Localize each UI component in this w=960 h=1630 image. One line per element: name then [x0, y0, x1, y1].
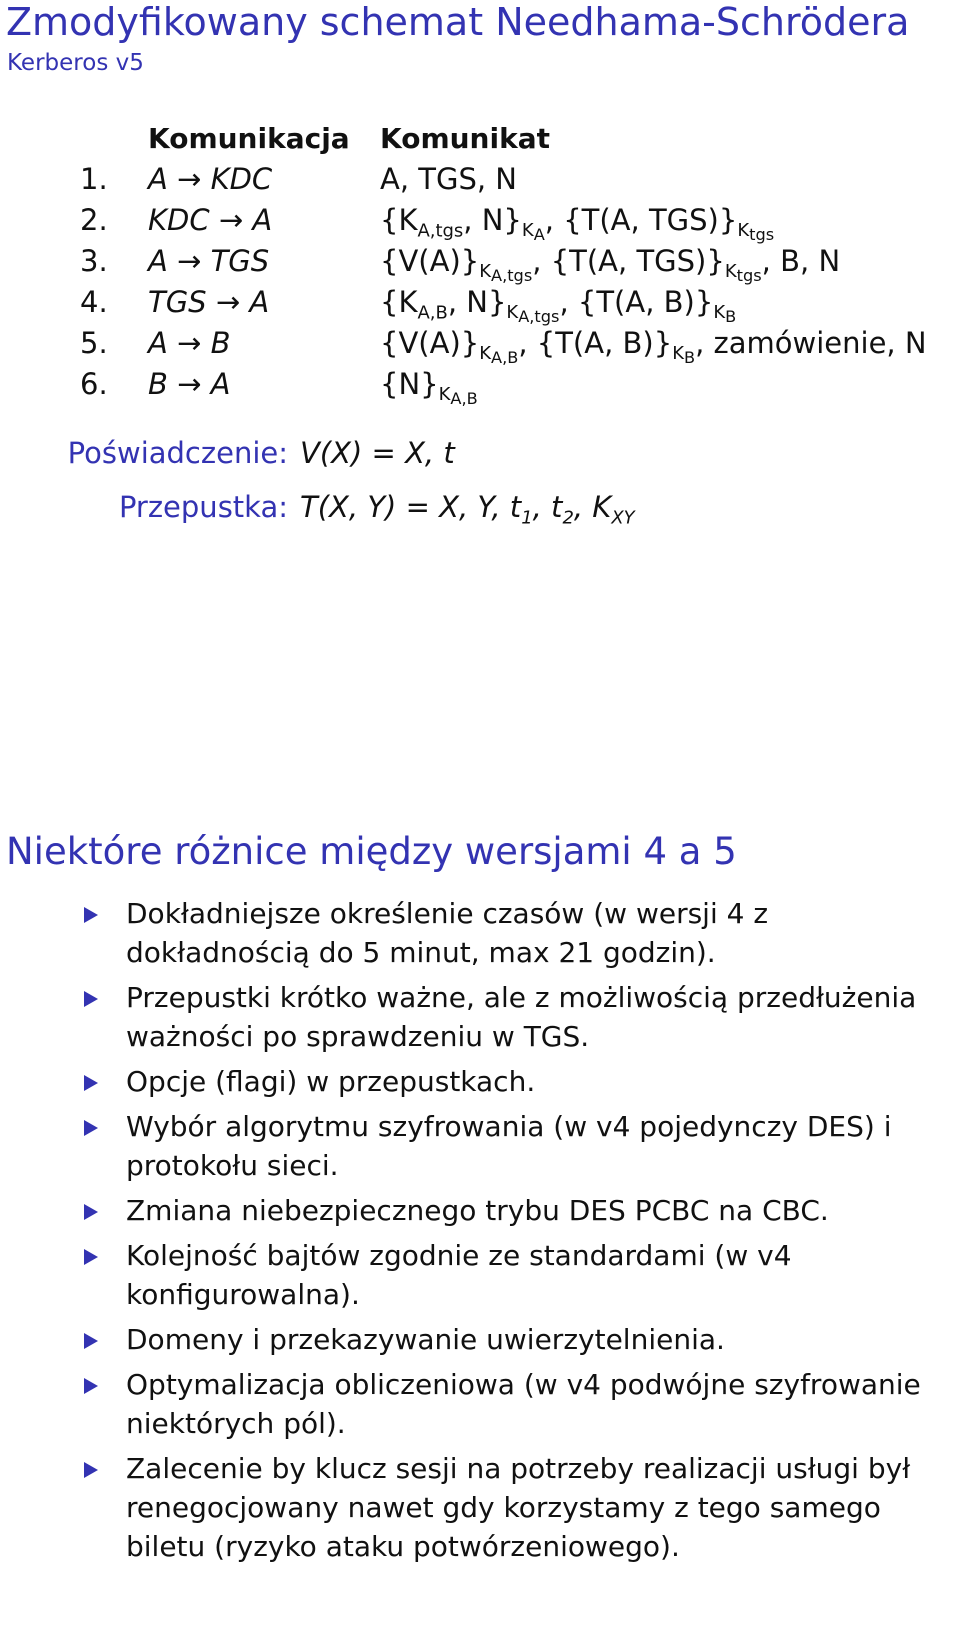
row-communication: B → A — [148, 367, 231, 401]
triangle-bullet-icon — [84, 1120, 98, 1136]
list-item — [80, 1236, 921, 1314]
triangle-bullet-icon — [84, 991, 98, 1007]
list-item — [80, 1107, 921, 1185]
row-communication: KDC → A — [148, 203, 273, 237]
row-communication: TGS → A — [148, 285, 270, 319]
row-number: 5. — [80, 326, 108, 360]
list-item-line: Domeny i przekazywanie uwierzytelnienia. — [126, 1323, 725, 1356]
header-communication: Komunikacja — [148, 122, 350, 155]
triangle-bullet-icon — [84, 1204, 98, 1220]
list-item-line: ważności po sprawdzeniu w TGS. — [126, 1020, 590, 1053]
slide-title: Zmodyfikowany schemat Needhama-Schrödera — [6, 0, 910, 44]
list-item-line: Zmiana niebezpiecznego trybu DES PCBC na CBC. — [126, 1194, 829, 1227]
list-item-line: Optymalizacja obliczeniowa (w v4 podwójne szyfrowanie — [126, 1368, 921, 1401]
row-message: $\{N\}_{K_{A,B}}$ — [380, 367, 478, 409]
list-item-line: biletu (ryzyko ataku potwórzeniowego). — [126, 1530, 680, 1563]
row-message: {$K_{A,B}$, $N\}_{K_{A,tgs}}$, {T(A, $B)\}_{K_B}$ — [380, 285, 737, 327]
list-item-line: konfigurowalna). — [126, 1278, 360, 1311]
row-number: 1. — [80, 162, 108, 196]
triangle-bullet-icon — [84, 1378, 98, 1394]
definition-credential — [0, 432, 960, 486]
row-communication: A → KDC — [148, 162, 273, 196]
row-message: $\{V(A)\}_{K_{A,B}}$, {T(A, $B)\}_{K_B}$, zamówienie, N — [380, 326, 927, 368]
definitions-block — [0, 432, 960, 540]
row-number: 2. — [80, 203, 108, 237]
row-message: {$K_{A,tgs}$, $N\}_{K_A}$, {T(A, $TGS)\}_{K_{tgs}}$ — [380, 203, 775, 245]
definition-ticket — [0, 486, 960, 540]
list-item — [80, 1062, 921, 1101]
list-item — [80, 1449, 921, 1566]
header-message: Komunikat — [380, 122, 550, 155]
list-item — [80, 1191, 921, 1230]
list-item — [80, 1320, 921, 1359]
list-item — [80, 1365, 921, 1443]
row-number: 6. — [80, 367, 108, 401]
slide-subtitle: Kerberos v5 — [7, 50, 144, 76]
definition-label: Poświadczenie: — [67, 436, 288, 470]
triangle-bullet-icon — [84, 1333, 98, 1349]
list-item-line: Kolejność bajtów zgodnie ze standardami (w v4 — [126, 1239, 792, 1272]
definition-value: T(X, Y) = X, Y, $t_1$, $t_2$, $K_{XY}$ — [300, 490, 635, 529]
triangle-bullet-icon — [84, 907, 98, 923]
row-number: 4. — [80, 285, 108, 319]
definition-label: Przepustka: — [118, 490, 288, 524]
list-item — [80, 978, 921, 1056]
triangle-bullet-icon — [84, 1249, 98, 1265]
list-item-line: protokołu sieci. — [126, 1149, 339, 1182]
triangle-bullet-icon — [84, 1075, 98, 1091]
triangle-bullet-icon — [84, 1462, 98, 1478]
row-number: 3. — [80, 244, 108, 278]
list-item-line: renegocjowany nawet gdy korzystamy z tego samego — [126, 1491, 881, 1524]
list-item-line: Opcje (flagi) w przepustkach. — [126, 1065, 536, 1098]
list-item — [80, 894, 921, 972]
list-item-line: dokładnością do 5 minut, max 21 godzin). — [126, 936, 716, 969]
list-item-line: Wybór algorytmu szyfrowania (w v4 pojedynczy DES) i — [126, 1110, 892, 1143]
list-item-line: Zalecenie by klucz sesji na potrzeby realizacji usługi był — [126, 1452, 911, 1485]
list-item-line: Dokładniejsze określenie czasów (w wersji 4 z — [126, 897, 769, 930]
row-message: A, TGS, N — [380, 162, 517, 196]
row-message: $\{V(A)\}_{K_{A,tgs}}$, {T(A, $TGS)\}_{K_{tgs}}$, B, N — [380, 244, 841, 286]
definition-value: V(X) = X, t — [300, 436, 455, 470]
differences-list — [80, 894, 921, 1572]
list-item-line: Przepustki krótko ważne, ale z możliwością przedłużenia — [126, 981, 917, 1014]
row-communication: A → TGS — [148, 244, 270, 278]
section-title: Niektóre różnice między wersjami 4 a 5 — [6, 830, 737, 873]
list-item-line: niektórych pól). — [126, 1407, 346, 1440]
row-communication: A → B — [148, 326, 231, 360]
